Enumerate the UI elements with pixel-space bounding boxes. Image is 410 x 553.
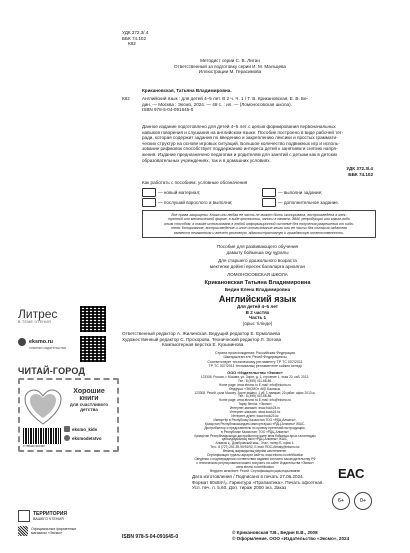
legend — [142, 180, 374, 186]
publisher-line: Тел.: 8 (495) 411-68-86. — [237, 394, 273, 399]
telegram-icon — [64, 435, 70, 441]
heart-icon — [23, 388, 63, 426]
publisher-line: Өнімнің жарамдылық мерзімі шектелмеген. — [222, 449, 288, 454]
annotation-line: Данное издание подготовлено для детей 4–5 лет с целью формирования первоначальных — [142, 124, 336, 129]
legend-label: — выполни задание; — [278, 189, 323, 195]
bib-line: ISBN 978-5-04-091645-0 — [142, 107, 194, 113]
book-title: Английский язык — [218, 294, 297, 305]
imprint-line: Художественный редактор С. Прохорова. Технический редактор Л. Зотова — [122, 336, 282, 342]
publisher-line: 123308, Россия, г. Москва, ул. Зорге, д. 1, строение 1, этаж 20, каб. 2013. — [200, 374, 310, 379]
official-line-1: Официальные фирменные — [31, 526, 77, 531]
card-line: для счастливого — [69, 402, 109, 407]
kz-line: Пособие для развивающего обучения — [216, 244, 299, 249]
official-line-2: магазины «Эксмо» — [31, 531, 63, 535]
publisher-line: Өндіруші: «ЭКСМО» АҚБ Баспасы, — [229, 386, 281, 391]
legend-label: — послушай взрослого и выполни; — [158, 199, 233, 205]
territory-logo — [18, 510, 76, 536]
legend-item-new — [142, 188, 200, 197]
territory-line-2: ВАШЕГО ЧТЕНИЯ — [33, 517, 64, 521]
publisher-line: Өндірген мемлекет: Ресей. Сертификация қарастырылмаған — [209, 468, 301, 473]
eksmo-sub: новинки издательства — [29, 346, 66, 350]
tech-line: ТР ТС 007/2011 техникалық регламентіне сәйкес келеді — [208, 364, 302, 369]
kz-line: Для старшего дошкольного возраста — [218, 258, 297, 264]
author-2: Бедин Елена Владимировна — [224, 286, 291, 292]
tech-line: Шығарылған елі: Ресей Федерациясы — [223, 355, 287, 360]
card-line: книги — [79, 395, 99, 402]
publisher-line: Алматы қ., Домбровский көш., 3«а», литер Б, офис 1. — [215, 441, 295, 446]
barcode-digits: 9 785040 916450 — [23, 444, 45, 448]
publisher-line: Импортёр в Республику Казахстан ТОО «РДЦ-Алматы». — [213, 417, 297, 422]
rights-line: Все права защищены. Книга или любая ее часть не может быть скопирована, воспроизведена в элек- — [171, 213, 347, 217]
methodist: Методист серии С. В. Литан — [200, 58, 260, 63]
print-line: Дата изготовления / Подписано в печать 27.06.2024. — [192, 474, 304, 479]
udk-block — [122, 30, 148, 47]
publisher-line: в Республике Казахстан: ТОО «РДЦ-Алматы» — [221, 429, 289, 434]
annotation-line: жения. Издание предназначено педагогам и родителям для занятий с детьми как в детских — [142, 151, 338, 157]
card-line: Хорошие — [73, 388, 105, 395]
eksmo-site — [18, 338, 53, 346]
vk-icon — [64, 426, 70, 432]
publisher-line: 123308, Ресей, қала Мәскеу, Зорге көшесі, 1 үй, 1 ғимарат, 20 қабат, офис 2013 ж. — [194, 390, 316, 395]
author-name: Крикановская, Татьяна Владимировна. — [142, 88, 232, 93]
publisher-line: Интернет-дүкен: www.book24.kz — [231, 413, 279, 418]
udk2: УДК 372.3/.4 — [346, 166, 373, 171]
publisher-line: Сертификация туралы ақпарат сайтта: www.eksmo.ru/certification — [206, 453, 304, 458]
print-line: Формат 60x84¹/₈. Гарнитура «Прагматика». Печать офсетная. — [192, 479, 324, 485]
qr-code-icon — [80, 336, 106, 362]
publisher-line: Home page: www.eksmo.ru E-mail: info@eksmo.ru — [218, 382, 292, 387]
series-name: ЛОМОНОСОВСКАЯ ШКОЛА — [227, 272, 288, 278]
annotation-line: ради, которая содержит задания по введению и закреплению лексики и простых граммати- — [142, 135, 338, 141]
author-heading — [142, 88, 372, 94]
isbn-bottom: ISBN 978-5-04-091645-0 — [122, 534, 179, 540]
chitai-gorod-logo: ЧИТАЙ-ГОРОД — [18, 366, 86, 376]
annotation-line: зование рифмовок способствует поддержанию интереса детей к занятиям и снятию напря- — [142, 146, 338, 152]
legend-item-extra — [262, 198, 339, 207]
rights-line: является незаконным и влечет уголовную, административную и гражданскую ответственность. — [173, 230, 345, 235]
publisher-line: Тел.: 8 (727) 251-59-90/91/92; E-mail: RDC-Almaty@eksmo.kz — [210, 445, 300, 450]
socials — [64, 426, 102, 441]
bbk2: ББК 74.102 — [348, 171, 373, 177]
postcard — [18, 378, 119, 452]
pencil-icon — [262, 188, 276, 197]
tech-line: Страна происхождения: Российская Федерация — [214, 351, 296, 355]
book-stack-icon — [18, 510, 30, 522]
store-qr-icon — [18, 526, 28, 536]
barcode — [23, 428, 61, 444]
rights-line: теля. Копирование, воспроизведение и иное использование книги или ее части без согласия издателя — [170, 226, 348, 231]
eksmodetstvo-handle: eksmodetstvo — [72, 435, 102, 441]
age-rating-6: 6+ — [332, 492, 350, 510]
copyright-line: © Оформление. ООО «Издательство «Эксмо», 2024 — [232, 535, 350, 541]
author-1: Крикановская Татьяна Владимировна — [204, 279, 311, 286]
bbk: ББК 74.102 — [122, 35, 147, 41]
annotation — [142, 124, 374, 163]
publisher-line: Тел.: 8 (495) 411-68-86. — [237, 378, 273, 383]
legend-title: Как работать с пособием: условные обозначения — [142, 180, 248, 185]
eksmo-logo-icon — [18, 338, 26, 346]
credits — [140, 58, 320, 75]
publisher-block — [150, 372, 360, 474]
publisher-name: ООО «Издательство «Эксмо» — [227, 371, 283, 375]
bib-line: Английский язык : для детей 4–5 лет. В 2 ч. Ч. 1 / Т. В. Крикановская, Е. В. Бе- — [142, 96, 309, 101]
illustrations: Иллюстрации М. Герасимова — [198, 69, 262, 75]
responsible: Ответственный за подготовку серии И. М. Мальцева — [174, 63, 286, 69]
subtitle-age: Для детей 4–5 лет — [236, 304, 278, 310]
title-block — [150, 244, 365, 327]
rights-line: тронной или механической форме, в виде фотокопии, записи в память ЭВМ, репродукции или каким-либо — [167, 217, 351, 222]
eksmo-kids-handle: eksmo_kids — [72, 426, 98, 432]
publisher-line: Дистрибьютор и представитель по приему претензий на продукцию, — [204, 425, 306, 430]
ear-icon — [142, 198, 156, 207]
legend-item-do — [262, 188, 322, 197]
bib-line: дин. — Москва : Эксмо, 2024. — 48 с. : ил. — (Ломоносовская школа). — [142, 101, 292, 107]
publisher-line: Тауар белгісі: «Эксмо» — [238, 402, 272, 407]
eac-mark: EAC — [338, 466, 364, 481]
bib-code: К82 — [122, 96, 130, 101]
territory-line-1: ТЕРРИТОРИЯ — [33, 511, 67, 517]
annotation-line: образовательных учреждениях, так и в домашних условиях. — [142, 157, 271, 163]
litres-wordmark: Литрес — [18, 307, 58, 321]
eksmo-site-label: eksmo.ru — [29, 339, 53, 345]
tech-line: Соответствует техническому регламенту ТР ТС 007/2011 — [207, 359, 303, 364]
postcard-text — [64, 388, 114, 412]
publisher-line: Интернет-магазин: www.book24.kz — [229, 410, 281, 415]
print-line: Усл. печ. л. 5,60. Доп. тираж 2000 экз. Заказ — [192, 485, 287, 491]
tech-regs — [150, 351, 360, 369]
publisher-line: www.eksmo.ru/certification — [236, 464, 274, 469]
publisher-line: Қазақстан Республикасындағы импорттаушы «РДЦ-Алматы» ЖШС. — [204, 421, 306, 426]
copyright-line: © Крикановская Т.В., Бедин Е.В., 2008 — [232, 530, 318, 535]
litres-tagline: В ТЕМЕ ЧТЕНИЯ — [18, 320, 52, 324]
bib-record — [142, 96, 374, 113]
publisher-line: Интернет-магазин: www.book24.ru — [229, 406, 281, 411]
publisher-line: қабылдаушының өкілі «РДЦ-Алматы» ЖШС, — [222, 437, 288, 442]
age-rating-0: 0+ — [354, 492, 372, 510]
subtitle-lang: (орыс тілінде) — [242, 320, 273, 326]
subtitle-parts: В 2 частях — [245, 309, 270, 315]
legend-label: — дополнительное задание. — [278, 199, 340, 205]
card-line: детства — [80, 407, 98, 412]
legend-item-listen — [142, 198, 232, 207]
imprint-line: Компьютерная верстка Е. Кузьминова — [162, 342, 244, 348]
annotation-line: ческих структур на основе игровых ситуаций. Большое количество подвижных игр и исполь- — [142, 140, 340, 146]
litres-logo — [18, 308, 57, 324]
rights-line: иным способом, а также использована в любой информационной системе без получения разрешения от изда- — [164, 221, 354, 226]
udk-bbk-2 — [300, 166, 373, 177]
new-material-icon — [142, 188, 156, 197]
kz-line: дамыту бойынша оқу құралы — [226, 249, 289, 255]
imprint — [122, 331, 382, 348]
udk: УДК 372.3/.4 — [122, 30, 149, 35]
publisher-line: Home page: www.eksmo.ru E-mail: info@eksmo.ru — [218, 398, 292, 403]
kz-line: мектепке дейінгі ересек балаларға арналған — [209, 263, 306, 269]
k-code: К82 — [128, 41, 136, 47]
subtitle-part: Часть 1 — [248, 315, 267, 321]
qr-code-icon — [80, 306, 106, 332]
copyright — [232, 530, 402, 541]
publisher-line: о техническом регулировании можно получить на сайте Издательства «Эксмо» — [196, 460, 314, 465]
publisher-line: Қазақстан Республикасында дистрибьютор және өнім бойынша арыз-талаптарды — [194, 433, 316, 438]
imprint-line: Ответственный редактор А. Жилинская. Ведущий редактор Е. Ермолаева — [122, 331, 281, 336]
publisher-line: Сведения о подтверждении соответствия издания согласно законодательству РФ — [194, 456, 316, 461]
legend-label: — новый материал; — [158, 189, 201, 195]
star-icon — [262, 198, 276, 207]
rights-notice — [142, 210, 376, 238]
annotation-line: навыков говорения и слушания на английском языке. Пособие построено в виде рабочей тет- — [142, 129, 344, 135]
